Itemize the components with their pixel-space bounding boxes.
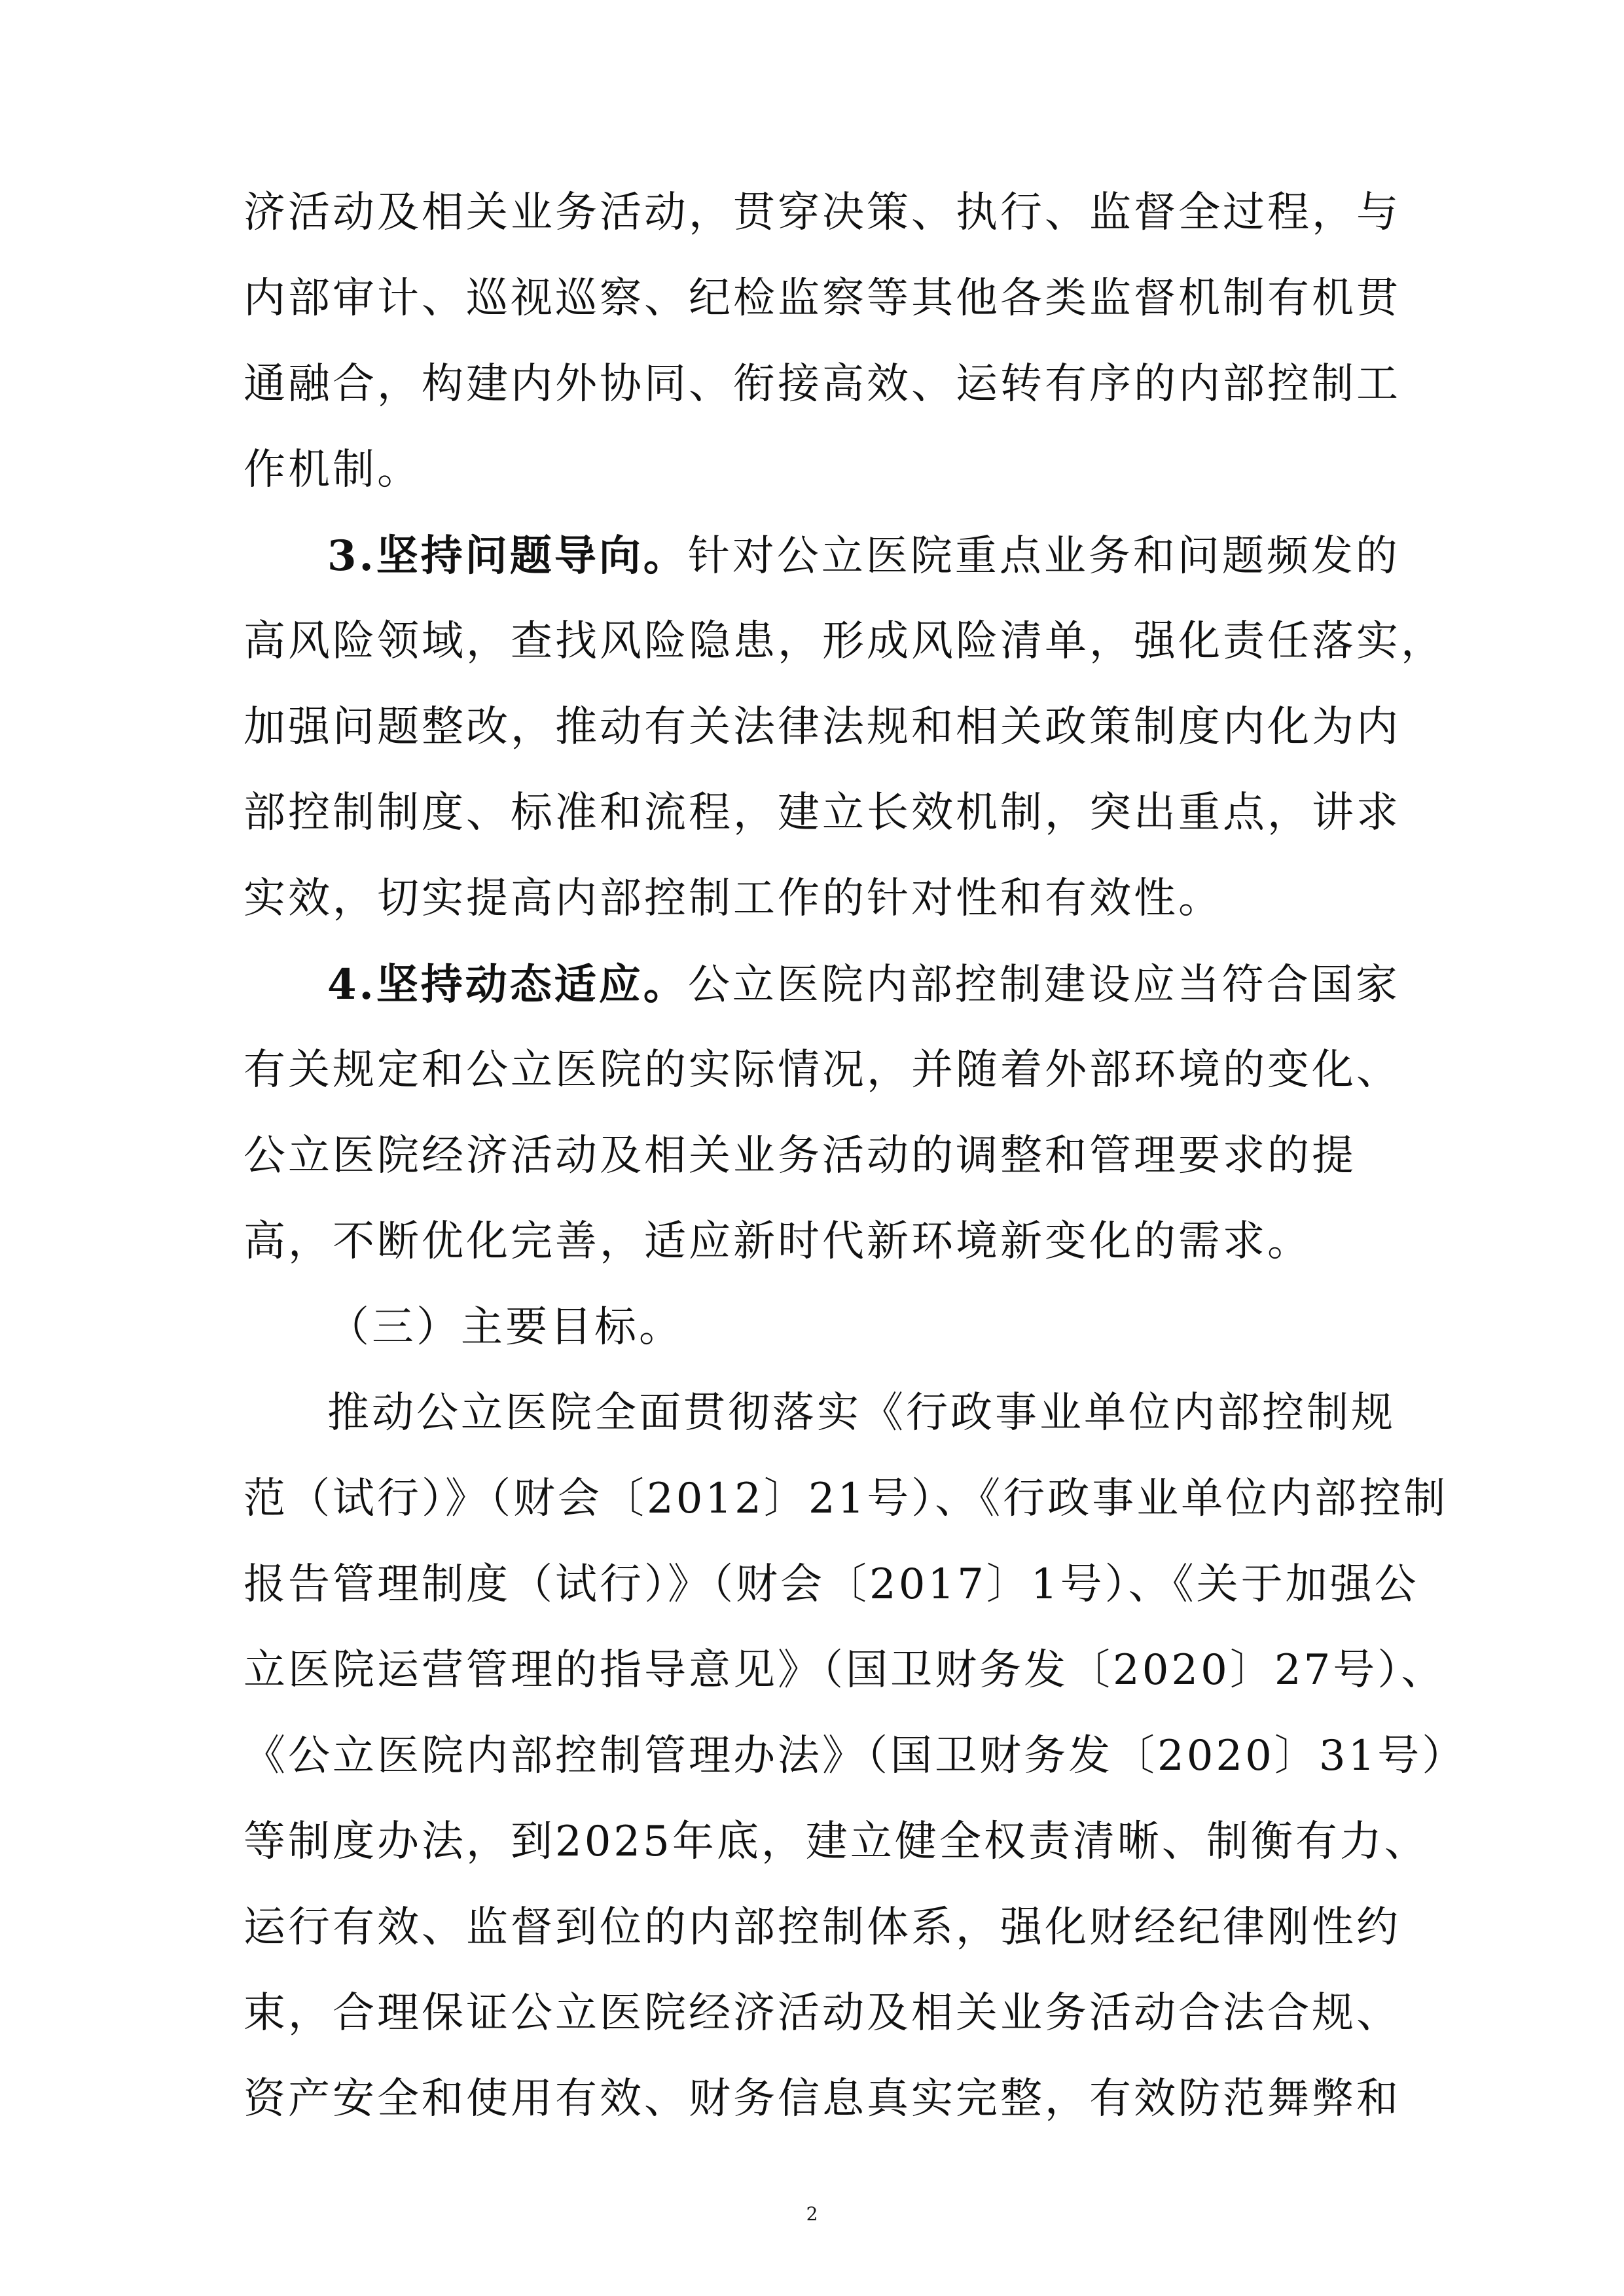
paragraph-4-heading: 4.坚持动态适应。 bbox=[327, 960, 688, 1009]
text-line: 加强问题整改，推动有关法律法规和相关政策制度内化为内 bbox=[244, 703, 1401, 751]
text-line: 高，不断优化完善，适应新时代新环境新变化的需求。 bbox=[244, 1217, 1312, 1266]
text-line: 束，合理保证公立医院经济活动及相关业务活动合法合规、 bbox=[244, 1989, 1401, 2037]
text-line: 实效，切实提高内部控制工作的针对性和有效性。 bbox=[244, 874, 1223, 923]
text-line: 运行有效、监督到位的内部控制体系，强化财经纪律刚性约 bbox=[244, 1903, 1401, 1952]
text-line: 部控制制度、标准和流程，建立长效机制，突出重点，讲求 bbox=[244, 789, 1401, 837]
paragraph-3-first-line bbox=[327, 513, 1479, 599]
text-line: 作机制。 bbox=[244, 446, 422, 494]
text-line: 推动公立医院全面贯彻落实《行政事业单位内部控制规 bbox=[327, 1389, 1396, 1437]
section-heading: （三）主要目标。 bbox=[327, 1303, 683, 1352]
text-line: 通融合，构建内外协同、衔接高效、运转有序的内部控制工 bbox=[244, 360, 1401, 408]
text-line: 等制度办法，到2025年底，建立健全权责清晰、制衡有力、 bbox=[244, 1818, 1429, 1866]
text-line: 高风险领域，查找风险隐患，形成风险清单，强化责任落实， bbox=[244, 617, 1445, 666]
text-line: 公立医院经济活动及相关业务活动的调整和管理要求的提 bbox=[244, 1132, 1356, 1180]
text-line: 济活动及相关业务活动，贯穿决策、执行、监督全过程，与 bbox=[244, 188, 1401, 237]
text-line: 范（试行）》（财会〔2012〕21号）、《行政事业单位内部控制 bbox=[244, 1475, 1449, 1523]
text-line: 立医院运营管理的指导意见》（国卫财务发〔2020〕27号）、 bbox=[244, 1646, 1446, 1695]
page-number: 2 bbox=[806, 2203, 818, 2225]
text-line: 资产安全和使用有效、财务信息真实完整，有效防范舞弊和 bbox=[244, 2075, 1401, 2123]
text-line: 内部审计、巡视巡察、纪检监察等其他各类监督机制有机贯 bbox=[244, 274, 1401, 323]
paragraph-4-first-line bbox=[327, 942, 1479, 1028]
text-line: 报告管理制度（试行）》（财会〔2017〕1号）、《关于加强公 bbox=[244, 1560, 1419, 1609]
text-line: 有关规定和公立医院的实际情况，并随着外部环境的变化、 bbox=[244, 1046, 1401, 1094]
text-line: 《公立医院内部控制管理办法》（国卫财务发〔2020〕31号） bbox=[244, 1732, 1467, 1780]
paragraph-3-text: 针对公立医院重点业务和问题频发的 bbox=[687, 532, 1400, 581]
paragraph-4-text: 公立医院内部控制建设应当符合国家 bbox=[687, 961, 1400, 1009]
paragraph-3-heading: 3.坚持问题导向。 bbox=[327, 531, 688, 581]
